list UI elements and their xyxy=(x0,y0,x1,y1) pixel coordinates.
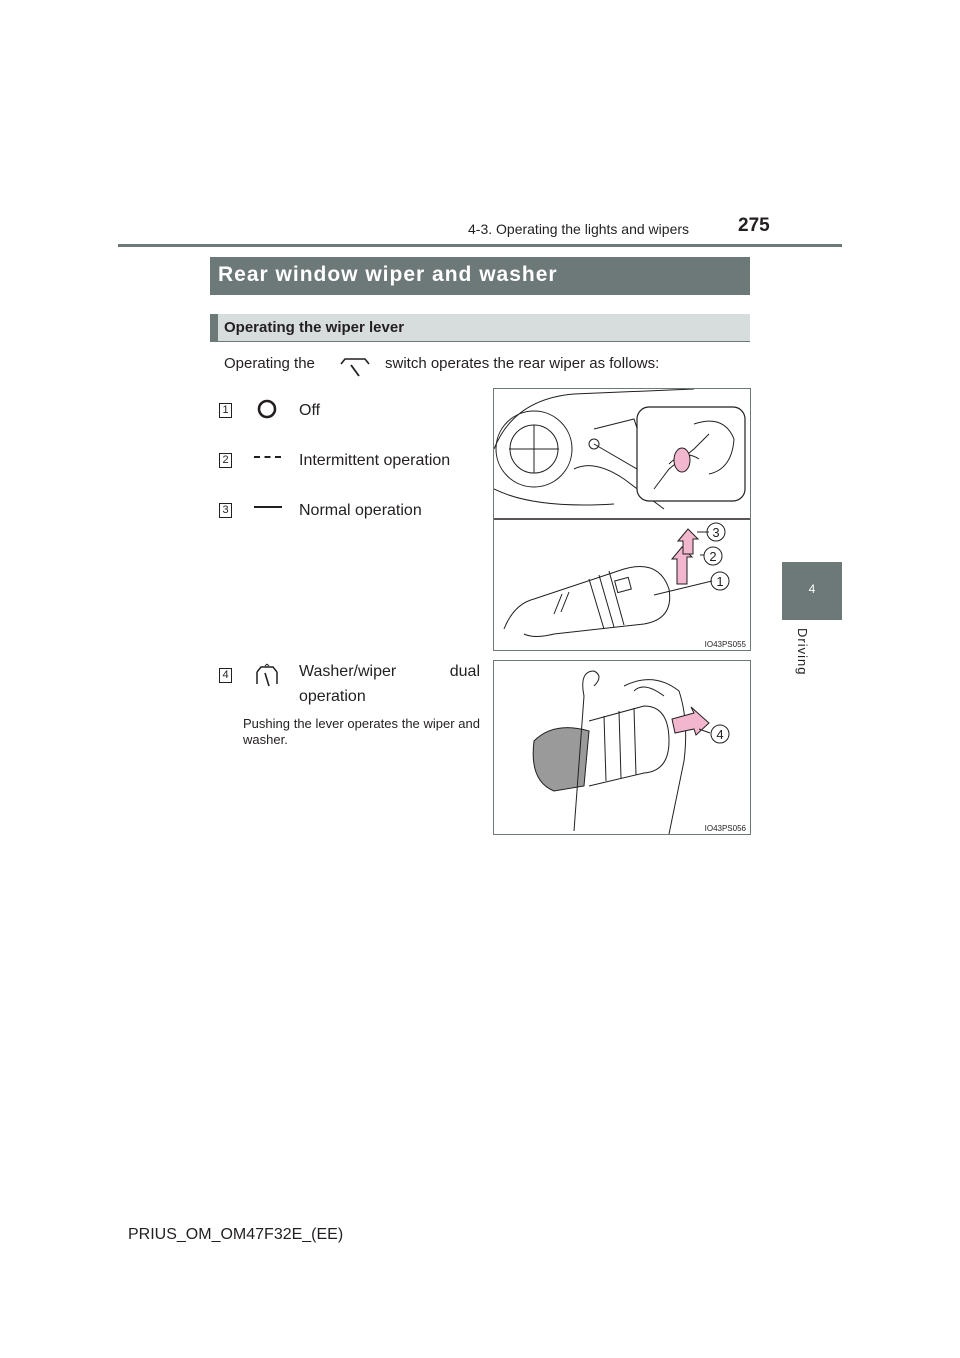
chapter-tab xyxy=(782,562,842,620)
off-circle-icon xyxy=(256,398,278,420)
figure-washer-operation xyxy=(493,660,751,835)
wiper-lever-illustration xyxy=(494,389,750,650)
rear-wiper-icon xyxy=(338,356,372,378)
callout-1: 1 xyxy=(716,574,724,589)
figure-id-2: IO43PS056 xyxy=(704,824,746,833)
item-label-off: Off xyxy=(299,402,321,419)
footer-document-code: PRIUS_OM_OM47F32E_(EE) xyxy=(128,1226,344,1243)
item-number-2: 2 xyxy=(219,453,232,468)
callout-2: 2 xyxy=(709,549,717,564)
washer-wiper-icon xyxy=(254,662,280,688)
item-note-washer: Pushing the lever operates the wiper and washer. xyxy=(243,716,480,747)
section-title-bar xyxy=(210,257,750,295)
callout-4: 4 xyxy=(716,727,724,742)
intro-text-after: switch operates the rear wiper as follows: xyxy=(385,355,660,372)
intro-text-before: Operating the xyxy=(224,355,315,372)
item-label-washer-line2: operation xyxy=(299,688,366,705)
intermittent-dashes-icon xyxy=(253,452,283,462)
chapter-tab-number: 4 xyxy=(808,582,816,596)
subsection-title: Operating the wiper lever xyxy=(224,319,405,336)
chapter-tab-label: Driving xyxy=(795,628,810,676)
item-number-1: 1 xyxy=(219,403,232,418)
item-number-4: 4 xyxy=(219,668,232,683)
item-label-washer-text: Washer/wiper dual xyxy=(299,663,480,680)
normal-line-icon xyxy=(253,503,283,511)
item-label-normal: Normal operation xyxy=(299,502,422,519)
header-section-title: 4-3. Operating the lights and wipers xyxy=(468,221,690,237)
figure-wiper-lever-positions xyxy=(493,388,751,651)
figure-id-1: IO43PS055 xyxy=(704,640,746,649)
subsection-accent xyxy=(210,314,218,342)
washer-lever-illustration xyxy=(494,661,750,834)
subsection-title-bar xyxy=(210,314,750,342)
item-label-intermittent: Intermittent operation xyxy=(299,452,451,469)
header-rule xyxy=(118,244,842,247)
section-title: Rear window wiper and washer xyxy=(218,263,558,286)
page-number: 275 xyxy=(738,215,770,236)
item-number-3: 3 xyxy=(219,503,232,518)
callout-3: 3 xyxy=(712,525,720,540)
item-label-washer-line1 xyxy=(299,663,480,681)
